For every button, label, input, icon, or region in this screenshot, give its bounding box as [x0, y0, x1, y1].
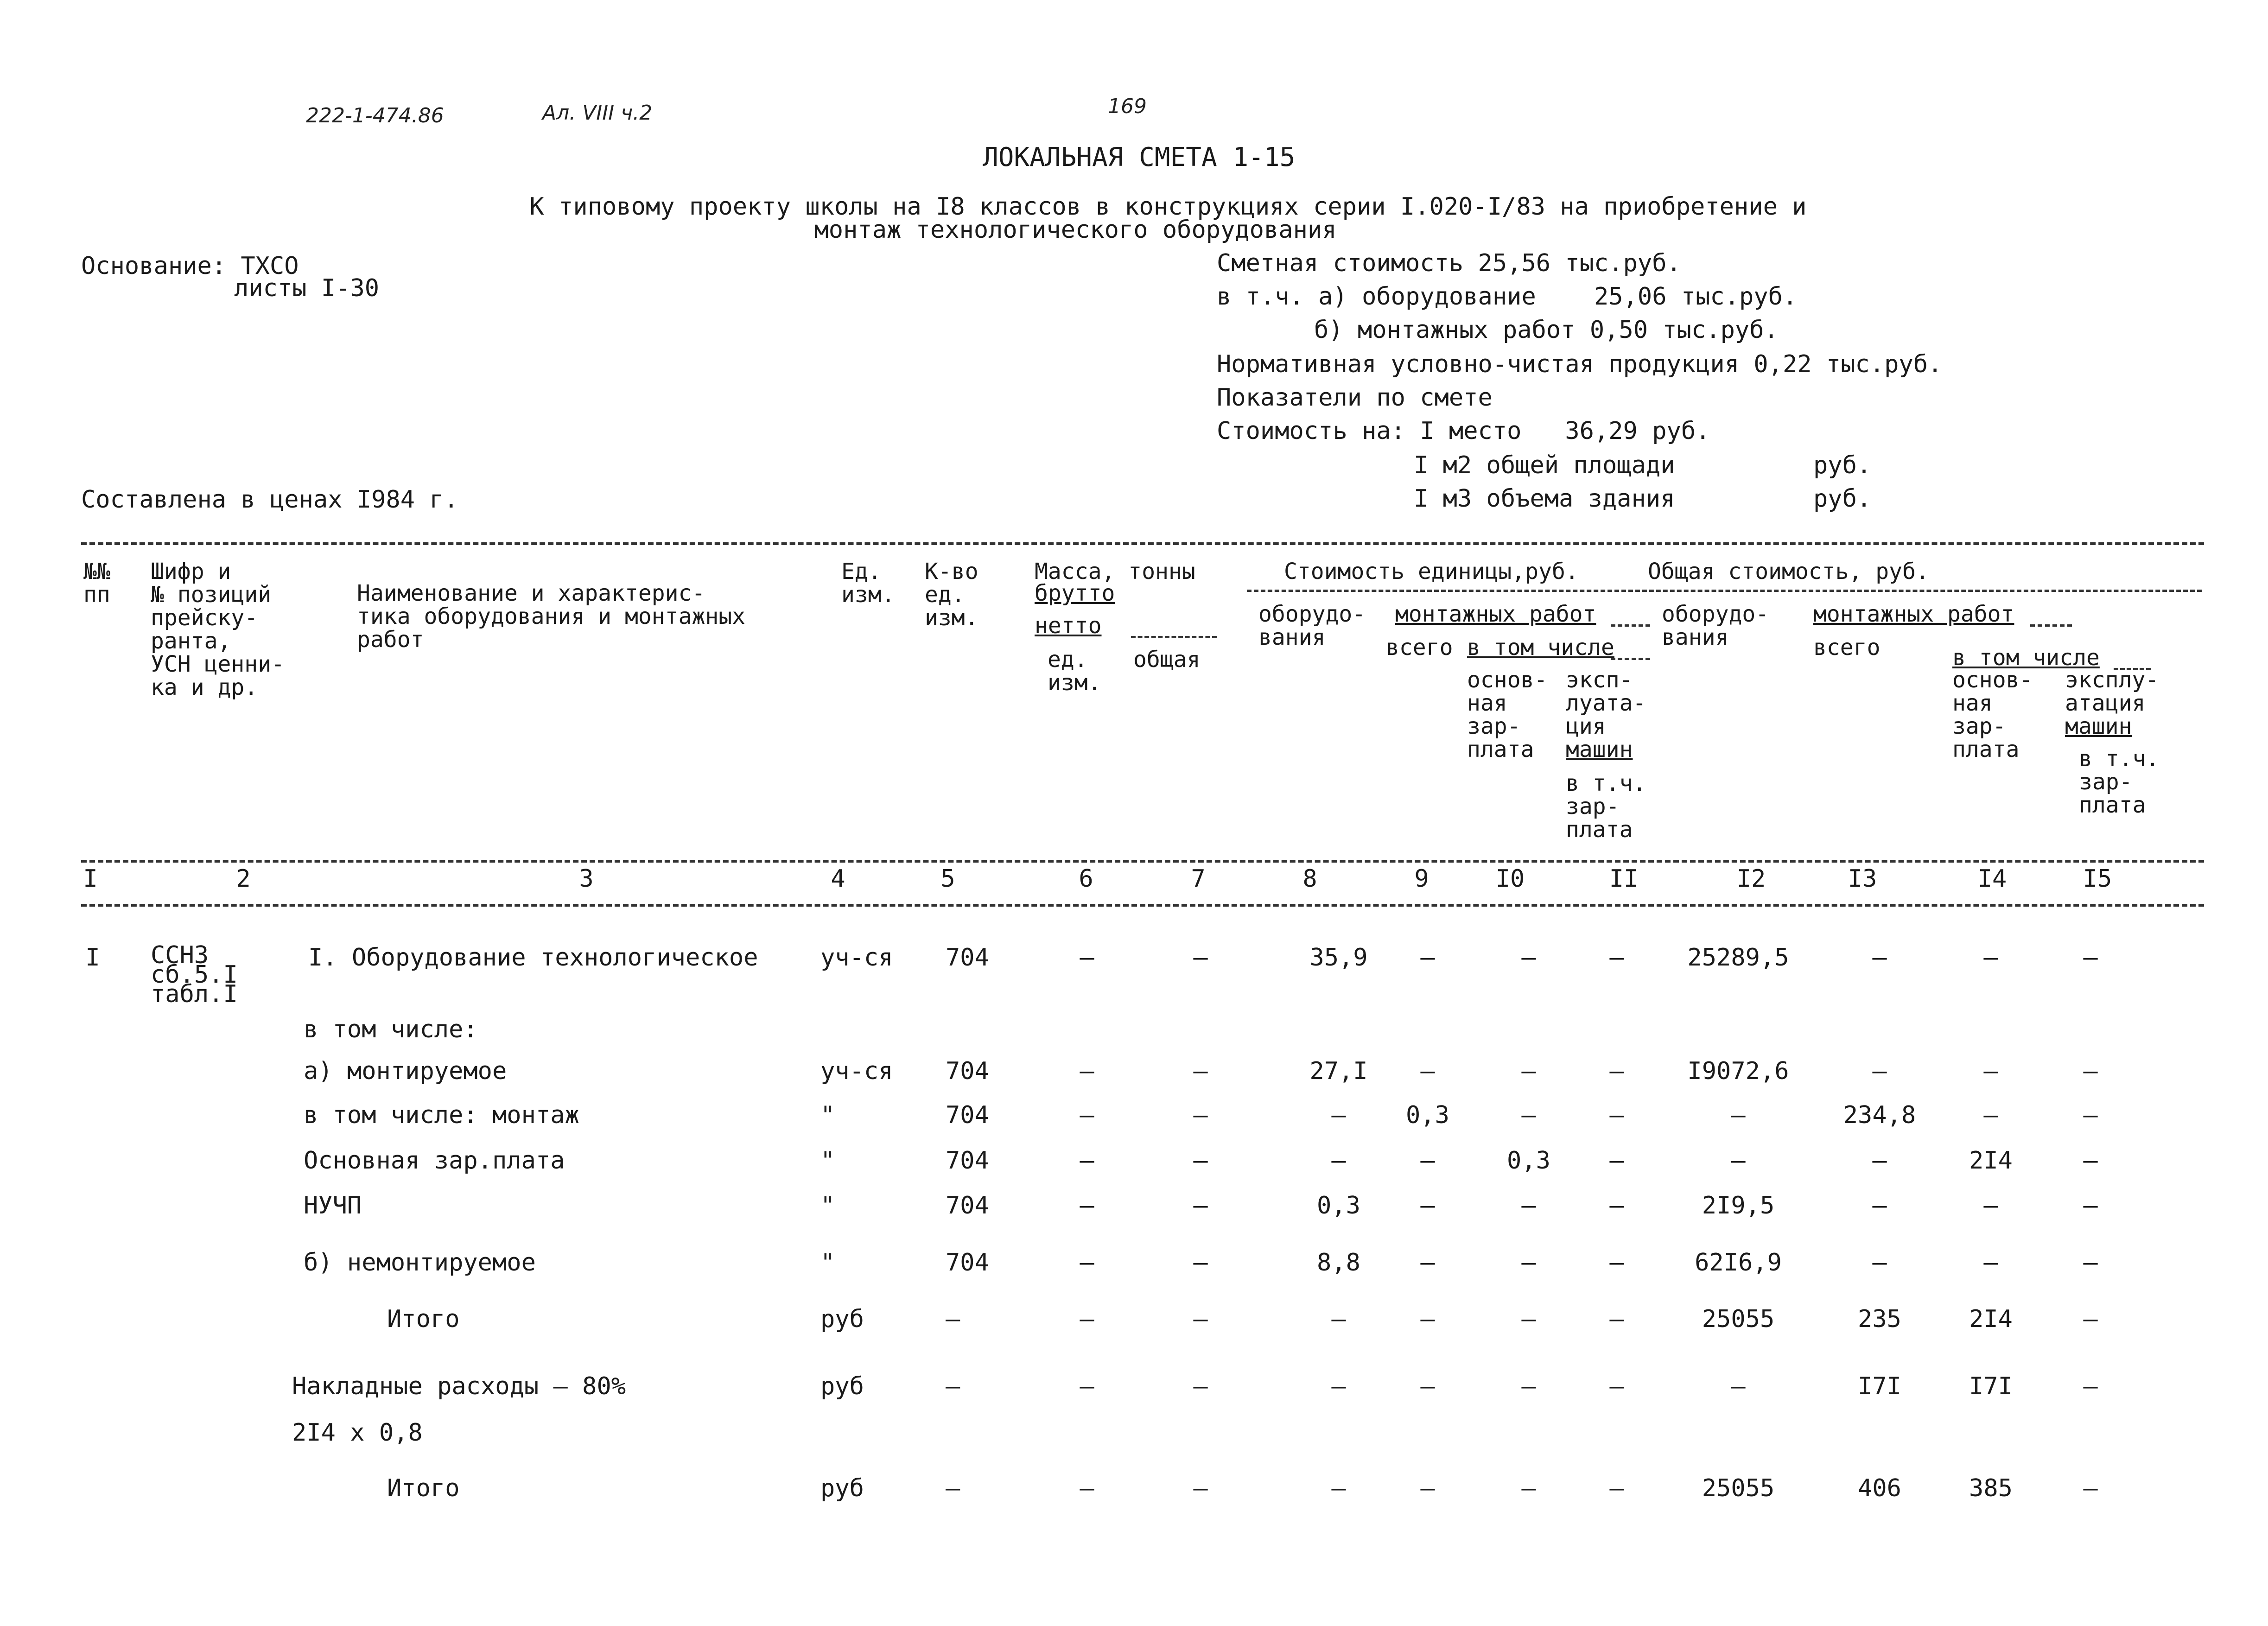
- name-cell: Основная зар.плата: [304, 1147, 565, 1175]
- mass-unit-cell: –: [1080, 1305, 1094, 1333]
- unit-cell: ": [820, 1101, 835, 1129]
- header-installation-total: монтажных работ: [1813, 601, 2014, 627]
- install-total-machines-cell: –: [2083, 1305, 2098, 1333]
- page-title: ЛОКАЛЬНАЯ СМЕТА 1-15: [983, 142, 1296, 172]
- install-total-machines-cell: –: [2083, 1147, 2098, 1175]
- cost-per-m2-label: I м2 общей площади: [1414, 451, 1675, 479]
- install-unit-machines-cell: –: [1609, 1101, 1624, 1129]
- equip-unit-cost-cell: –: [1331, 1147, 1346, 1175]
- price-base-note: Составлена в ценах I984 г.: [81, 486, 458, 514]
- mass-total-cell: –: [1193, 944, 1208, 972]
- install-total-cell: –: [1872, 1057, 1887, 1085]
- equip-total-cost-cell: 25289,5: [1687, 944, 1789, 972]
- subtitle-line-2: монтаж технологического оборудования: [814, 216, 1337, 244]
- name-cell: Накладные расходы – 80%: [292, 1372, 626, 1400]
- quantity-cell: –: [946, 1474, 960, 1502]
- quantity-cell: –: [946, 1305, 960, 1333]
- install-unit-total-cell: 0,3: [1406, 1101, 1449, 1129]
- install-total-salary-cell: –: [1983, 1057, 1998, 1085]
- column-number: I2: [1736, 865, 1766, 893]
- install-unit-machines-cell: –: [1609, 944, 1624, 972]
- header-installation-unit: монтажных работ: [1395, 601, 1596, 627]
- equip-unit-cost-cell: 35,9: [1309, 944, 1368, 972]
- header-row-number: №№ пп: [83, 559, 110, 608]
- install-unit-salary-cell: –: [1521, 1305, 1536, 1333]
- quantity-cell: 704: [946, 1147, 989, 1175]
- install-total-salary-cell: –: [1983, 1192, 1998, 1220]
- install-unit-machines-cell: –: [1609, 1147, 1624, 1175]
- equip-total-cost-cell: I9072,6: [1687, 1057, 1789, 1085]
- column-number: 5: [940, 865, 955, 893]
- install-unit-total-cell: –: [1420, 1057, 1435, 1085]
- mass-total-cell: –: [1193, 1372, 1208, 1400]
- column-number: I4: [1977, 865, 2007, 893]
- name-cell: в том числе:: [304, 1016, 478, 1043]
- name-cell: Итого: [387, 1305, 460, 1333]
- header-unit-incl-rule: [1611, 658, 1650, 660]
- unit-cell: ": [820, 1147, 835, 1175]
- header-installation-unit-rule: [1611, 624, 1650, 627]
- header-mass-netto: нетто: [1035, 613, 1102, 639]
- header-unit-machine-salary: в т.ч. зар- плата: [1566, 770, 1646, 843]
- header-unit-machines: эксп- луата- ция: [1566, 667, 1646, 739]
- mass-total-cell: –: [1193, 1057, 1208, 1085]
- cost-per-place: Стоимость на: I место 36,29 руб.: [1217, 417, 1710, 445]
- column-number: I5: [2083, 865, 2112, 893]
- header-unit-cost: Стоимость единицы,руб.: [1284, 559, 1579, 584]
- install-total-machines-cell: –: [2083, 1474, 2098, 1502]
- equipment-cost: в т.ч. а) оборудование 25,06 тыс.руб.: [1217, 283, 1798, 311]
- unit-cell: ": [820, 1249, 835, 1277]
- header-mass-per-unit: ед. изм.: [1048, 647, 1101, 696]
- quantity-cell: 704: [946, 944, 989, 972]
- installation-cost: б) монтажных работ 0,50 тыс.руб.: [1314, 316, 1779, 344]
- install-total-salary-cell: 385: [1969, 1474, 2013, 1502]
- install-total-salary-cell: –: [1983, 1249, 1998, 1277]
- install-total-machines-cell: –: [2083, 1101, 2098, 1129]
- name-cell: 2I4 х 0,8: [292, 1419, 423, 1447]
- install-unit-salary-cell: –: [1521, 1474, 1536, 1502]
- header-total-machines-end: машин: [2065, 713, 2132, 739]
- quantity-cell: 704: [946, 1192, 989, 1220]
- equip-unit-cost-cell: 0,3: [1317, 1192, 1360, 1220]
- install-unit-total-cell: –: [1420, 1474, 1435, 1502]
- header-unit-total: всего: [1386, 635, 1453, 661]
- mass-total-cell: –: [1193, 1101, 1208, 1129]
- unit-cell: уч-ся: [820, 944, 893, 972]
- column-number: 4: [831, 865, 845, 893]
- quantity-cell: 704: [946, 1101, 989, 1129]
- install-unit-machines-cell: –: [1609, 1474, 1624, 1502]
- estimated-cost: Сметная стоимость 25,56 тыс.руб.: [1217, 249, 1681, 277]
- install-total-cell: 235: [1858, 1305, 1901, 1333]
- equip-total-cost-cell: –: [1731, 1147, 1746, 1175]
- header-total-incl: в том числе: [1952, 645, 2100, 671]
- header-bottom-rule: [81, 860, 2204, 863]
- header-total-cost: Общая стоимость, руб.: [1648, 559, 1929, 584]
- install-unit-machines-cell: –: [1609, 1057, 1624, 1085]
- header-total-machine-salary: в т.ч. зар- плата: [2079, 746, 2160, 818]
- mass-unit-cell: –: [1080, 1147, 1094, 1175]
- install-total-salary-cell: I7I: [1969, 1372, 2013, 1400]
- equip-unit-cost-cell: –: [1331, 1372, 1346, 1400]
- name-cell: Итого: [387, 1474, 460, 1502]
- install-total-machines-cell: –: [2083, 1057, 2098, 1085]
- install-unit-total-cell: –: [1420, 1305, 1435, 1333]
- equip-total-cost-cell: 2I9,5: [1702, 1192, 1775, 1220]
- install-total-machines-cell: –: [2083, 944, 2098, 972]
- unit-cell: ": [820, 1192, 835, 1220]
- install-total-cell: 234,8: [1843, 1101, 1916, 1129]
- install-unit-total-cell: –: [1420, 1147, 1435, 1175]
- name-cell: НУЧП: [304, 1192, 362, 1220]
- install-total-cell: 406: [1858, 1474, 1901, 1502]
- subtitle-line-1: К типовому проекту школы на I8 классов в конструкциях серии I.020-I/83 на приобретение и: [529, 193, 1807, 221]
- install-unit-salary-cell: –: [1521, 1249, 1536, 1277]
- mass-unit-cell: –: [1080, 1192, 1094, 1220]
- equip-unit-cost-cell: –: [1331, 1101, 1346, 1129]
- install-total-machines-cell: –: [2083, 1249, 2098, 1277]
- install-unit-machines-cell: –: [1609, 1305, 1624, 1333]
- column-number: 2: [236, 865, 251, 893]
- header-equipment-total: оборудо- вания: [1662, 601, 1769, 650]
- quantity-cell: 704: [946, 1249, 989, 1277]
- column-number: I: [83, 865, 98, 893]
- install-total-machines-cell: –: [2083, 1372, 2098, 1400]
- header-unit-base-salary: основ- ная зар- плата: [1467, 667, 1548, 762]
- install-unit-total-cell: –: [1420, 1249, 1435, 1277]
- install-unit-machines-cell: –: [1609, 1249, 1624, 1277]
- header-code: Шифр и № позиций прейску- ранта, УСН ценни- ка и др.: [151, 559, 285, 700]
- equip-unit-cost-cell: –: [1331, 1305, 1346, 1333]
- column-number: 7: [1191, 865, 1206, 893]
- header-equipment-unit: оборудо- вания: [1258, 601, 1366, 650]
- install-unit-salary-cell: –: [1521, 944, 1536, 972]
- header-name: Наименование и характерис- тика оборудования и монтажных работ: [357, 580, 746, 653]
- column-numbers-rule: [81, 904, 2204, 907]
- install-unit-salary-cell: –: [1521, 1057, 1536, 1085]
- install-total-cell: I7I: [1858, 1372, 1901, 1400]
- indicators-label: Показатели по смете: [1217, 384, 1493, 412]
- install-unit-salary-cell: 0,3: [1507, 1147, 1550, 1175]
- column-number: 8: [1302, 865, 1317, 893]
- mass-total-cell: –: [1193, 1147, 1208, 1175]
- install-total-cell: –: [1872, 1249, 1887, 1277]
- page-number: 169: [1108, 95, 1147, 118]
- install-unit-machines-cell: –: [1609, 1372, 1624, 1400]
- cost-per-m3-unit: руб.: [1813, 485, 1872, 513]
- mass-total-cell: –: [1193, 1474, 1208, 1502]
- name-cell: I. Оборудование технологическое: [308, 944, 758, 972]
- mass-total-cell: –: [1193, 1192, 1208, 1220]
- equip-unit-cost-cell: 27,I: [1309, 1057, 1368, 1085]
- mass-unit-cell: –: [1080, 944, 1094, 972]
- header-cost-rule: [1247, 590, 2202, 592]
- quantity-cell: 704: [946, 1057, 989, 1085]
- mass-total-cell: –: [1193, 1305, 1208, 1333]
- code-cell: ССНЗ сб.5.I табл.I: [151, 941, 238, 1008]
- header-mass-total: общая: [1133, 647, 1201, 673]
- column-number: 9: [1414, 865, 1429, 893]
- install-total-salary-cell: –: [1983, 1101, 1998, 1129]
- unit-cell: уч-ся: [820, 1057, 893, 1085]
- header-unit: Ед. изм.: [841, 559, 895, 608]
- header-unit-machines-end: машин: [1566, 737, 1633, 762]
- album-reference: Ал. VIII ч.2: [542, 101, 653, 125]
- install-total-salary-cell: 2I4: [1969, 1305, 2013, 1333]
- equip-unit-cost-cell: –: [1331, 1474, 1346, 1502]
- equip-total-cost-cell: 62I6,9: [1695, 1249, 1782, 1277]
- header-mass: Масса, тонны: [1035, 559, 1195, 584]
- install-unit-salary-cell: –: [1521, 1192, 1536, 1220]
- name-cell: а) монтируемое: [304, 1057, 507, 1085]
- header-installation-total-rule: [2030, 624, 2072, 627]
- mass-unit-cell: –: [1080, 1057, 1094, 1085]
- column-number: 6: [1079, 865, 1093, 893]
- header-mass-brutto: брутто: [1035, 580, 1115, 606]
- mass-total-cell: –: [1193, 1249, 1208, 1277]
- unit-cell: руб: [820, 1372, 864, 1400]
- column-number: 3: [579, 865, 594, 893]
- row-number: I: [85, 944, 100, 972]
- install-unit-salary-cell: –: [1521, 1372, 1536, 1400]
- header-total-machines: эксплу- атация: [2065, 667, 2159, 716]
- header-total-base-salary: основ- ная зар- плата: [1952, 667, 2033, 762]
- equip-unit-cost-cell: 8,8: [1317, 1249, 1360, 1277]
- column-number: I0: [1495, 865, 1525, 893]
- equip-total-cost-cell: –: [1731, 1101, 1746, 1129]
- table-top-rule: [81, 542, 2204, 545]
- doc-code: 222-1-474.86: [306, 104, 444, 127]
- quantity-cell: –: [946, 1372, 960, 1400]
- install-total-salary-cell: –: [1983, 944, 1998, 972]
- install-unit-total-cell: –: [1420, 944, 1435, 972]
- header-mass-netto-rule: [1131, 636, 1217, 638]
- install-total-cell: –: [1872, 1147, 1887, 1175]
- mass-unit-cell: –: [1080, 1372, 1094, 1400]
- equip-total-cost-cell: –: [1731, 1372, 1746, 1400]
- normative-product: Нормативная условно-чистая продукция 0,22 тыс.руб.: [1217, 350, 1943, 378]
- column-number: I3: [1848, 865, 1877, 893]
- header-quantity: К-во ед. изм.: [925, 559, 978, 631]
- mass-unit-cell: –: [1080, 1474, 1094, 1502]
- unit-cell: руб: [820, 1474, 864, 1502]
- cost-per-m2-unit: руб.: [1813, 451, 1872, 479]
- basis-line-1: Основание: ТХСО: [81, 252, 299, 280]
- column-number: II: [1609, 865, 1639, 893]
- install-total-salary-cell: 2I4: [1969, 1147, 2013, 1175]
- mass-unit-cell: –: [1080, 1249, 1094, 1277]
- header-total-all: всего: [1813, 635, 1880, 661]
- equip-total-cost-cell: 25055: [1702, 1474, 1775, 1502]
- name-cell: в том числе: монтаж: [304, 1101, 579, 1129]
- equip-total-cost-cell: 25055: [1702, 1305, 1775, 1333]
- install-total-cell: –: [1872, 944, 1887, 972]
- install-unit-machines-cell: –: [1609, 1192, 1624, 1220]
- basis-line-2: листы I-30: [234, 274, 380, 302]
- cost-per-m3-label: I м3 объема здания: [1414, 485, 1675, 513]
- install-total-cell: –: [1872, 1192, 1887, 1220]
- unit-cell: руб: [820, 1305, 864, 1333]
- name-cell: б) немонтируемое: [304, 1249, 536, 1277]
- mass-unit-cell: –: [1080, 1101, 1094, 1129]
- install-total-machines-cell: –: [2083, 1192, 2098, 1220]
- install-unit-total-cell: –: [1420, 1372, 1435, 1400]
- install-unit-salary-cell: –: [1521, 1101, 1536, 1129]
- header-unit-incl: в том числе: [1467, 635, 1614, 661]
- install-unit-total-cell: –: [1420, 1192, 1435, 1220]
